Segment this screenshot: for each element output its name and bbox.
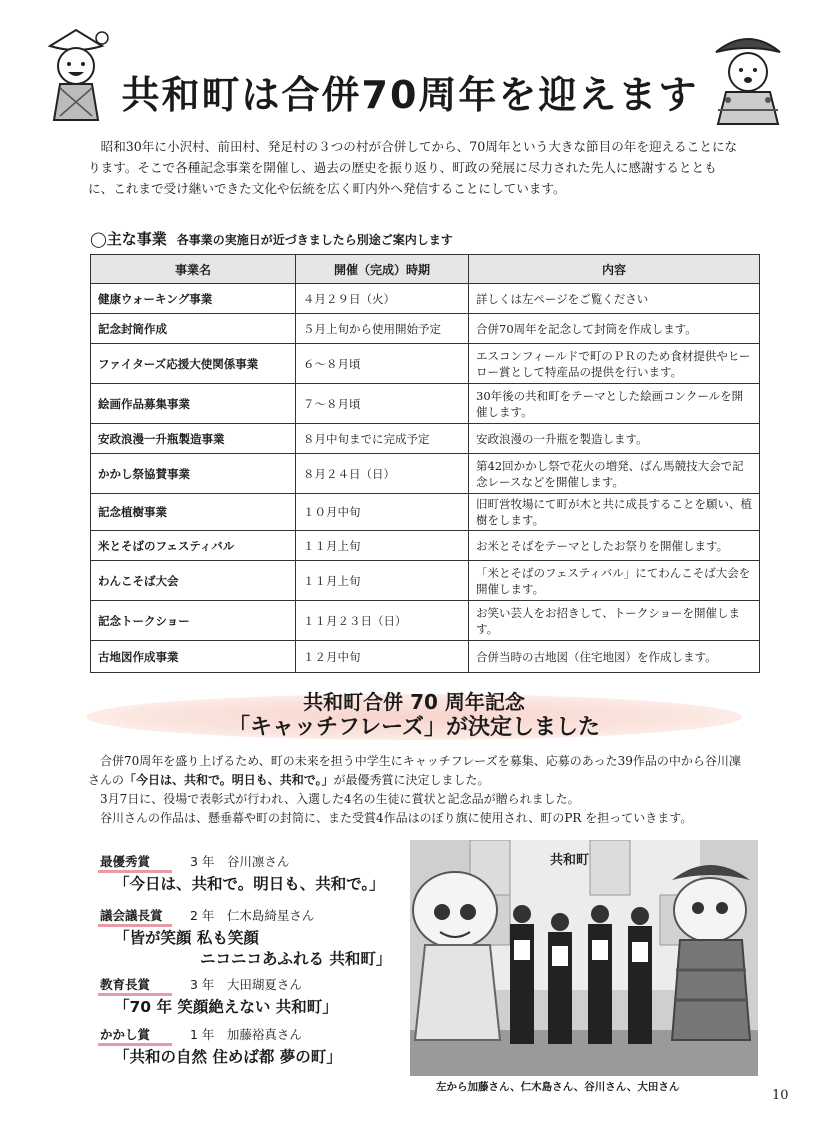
award-item xyxy=(100,975,410,1018)
award-student: 2 年 仁木島綺星さん xyxy=(190,908,315,923)
event-desc: エスコンフィールドで町のＰＲのため食材提供やヒーロー賞として特産品の提供を行います。 xyxy=(469,344,760,384)
event-name: かかし祭協賛事業 xyxy=(91,454,296,494)
event-name: わんこそば大会 xyxy=(91,561,296,601)
event-desc: 合併当時の古地図（住宅地図）を作成します。 xyxy=(469,641,760,673)
event-date: ８月２４日（日） xyxy=(296,454,469,494)
event-date: １１月上旬 xyxy=(296,561,469,601)
event-date: １１月上旬 xyxy=(296,531,469,561)
table-row xyxy=(91,424,760,454)
event-name: 古地図作成事業 xyxy=(91,641,296,673)
catchphrase-paragraph xyxy=(88,752,748,790)
table-row xyxy=(91,314,760,344)
winning-phrase: 「今日は、共和で。明日も、共和で。」 xyxy=(124,773,334,787)
award-name: 教育長賞 xyxy=(100,975,190,993)
event-date: ８月中旬までに完成予定 xyxy=(296,424,469,454)
award-entry: 「共和の自然 住めば都 夢の町」 xyxy=(114,1048,342,1066)
event-name: ファイターズ応援大使関係事業 xyxy=(91,344,296,384)
event-desc: 30年後の共和町をテーマとした絵画コンクールを開催します。 xyxy=(469,384,760,424)
event-desc: 第42回かかし祭で花火の増発、ばん馬競技大会で記念レースなどを開催します。 xyxy=(469,454,760,494)
intro-text: 昭和30年に小沢村、前田村、発足村の３つの村が合併してから、70周年という大きな節目の年を迎えることになります。そこで各種記念事業を開催し、過去の歴史を振り返り、町政の発展に尽力された先人に感謝するとともに、これまで受け継いできた文化や伝統を広く町内外へ発信することにしています。 xyxy=(88,139,738,196)
event-date: １０月中旬 xyxy=(296,494,469,531)
photo-sign: 共和町 xyxy=(550,853,590,868)
event-date: ７～８月頃 xyxy=(296,384,469,424)
award-item xyxy=(100,852,410,895)
table-row xyxy=(91,344,760,384)
events-note: 各事業の実施日が近づきましたら別途ご案内します xyxy=(176,233,453,247)
event-date: １１月２３日（日） xyxy=(296,601,469,641)
event-desc: 合併70周年を記念して封筒を作成します。 xyxy=(469,314,760,344)
award-item xyxy=(100,1025,410,1068)
event-desc: お米とそばをテーマとしたお祭りを開催します。 xyxy=(469,531,760,561)
page-number: 10 xyxy=(772,1088,789,1103)
event-desc: 安政浪漫の一升瓶を製造します。 xyxy=(469,424,760,454)
award-header xyxy=(100,852,410,870)
event-name: 米とそばのフェスティバル xyxy=(91,531,296,561)
column-header: 内容 xyxy=(469,255,760,284)
table-row xyxy=(91,641,760,673)
catchphrase-title-line2: 「キャッチフレーズ」が決定しました xyxy=(227,715,601,740)
events-section-heading xyxy=(90,228,453,249)
event-date: ４月２９日（火） xyxy=(296,284,469,314)
award-student: 1 年 加藤裕真さん xyxy=(190,1027,302,1042)
event-date: １２月中旬 xyxy=(296,641,469,673)
photo-illustration xyxy=(410,840,758,1076)
catchphrase-paragraph: 3月7日に、役場で表彰式が行われ、入選した4名の生徒に賞状と記念品が贈られました。 xyxy=(100,792,580,806)
event-name: 記念植樹事業 xyxy=(91,494,296,531)
event-name: 安政浪漫一升瓶製造事業 xyxy=(91,424,296,454)
award-entry: 「皆が笑顔 私も笑顔 xyxy=(114,929,259,947)
award-name: 議会議長賞 xyxy=(100,906,190,924)
award-item xyxy=(100,906,410,970)
award-name: 最優秀賞 xyxy=(100,852,190,870)
award-entry: ニコニコあふれる 共和町」 xyxy=(200,950,392,968)
award-header xyxy=(100,975,410,993)
table-row xyxy=(91,561,760,601)
award-student: 3 年 谷川凛さん xyxy=(190,854,290,869)
award-entry: 「70 年 笑顔絶えない 共和町」 xyxy=(114,998,338,1016)
event-desc: 詳しくは左ページをご覧ください xyxy=(469,284,760,314)
event-name: 記念トークショー xyxy=(91,601,296,641)
column-header: 開催（完成）時期 xyxy=(296,255,469,284)
event-date: ６～８月頃 xyxy=(296,344,469,384)
event-name: 記念封筒作成 xyxy=(91,314,296,344)
award-header xyxy=(100,1025,410,1043)
table-row xyxy=(91,531,760,561)
mascot-right-illustration xyxy=(708,30,788,130)
events-table xyxy=(90,254,760,673)
events-heading: ◯主な事業 xyxy=(90,230,167,248)
table-row xyxy=(91,284,760,314)
catchphrase-paragraph: 谷川さんの作品は、懸垂幕や町の封筒に、また受賞4作品はのぼり旗に使用され、町のPR を担っていきます。 xyxy=(100,811,693,825)
event-desc: 「米とそばのフェスティバル」にてわんこそば大会を開催します。 xyxy=(469,561,760,601)
table-header-row xyxy=(91,255,760,284)
table-row xyxy=(91,494,760,531)
column-header: 事業名 xyxy=(91,255,296,284)
award-entry: 「今日は、共和で。明日も、共和で。」 xyxy=(114,875,385,893)
photo-caption: 左から加藤さん、仁木島さん、谷川さん、大田さん xyxy=(436,1081,680,1093)
event-name: 健康ウォーキング事業 xyxy=(91,284,296,314)
event-desc: お笑い芸人をお招きして、トークショーを開催します。 xyxy=(469,601,760,641)
table-row xyxy=(91,454,760,494)
event-desc: 旧町営牧場にて町が木と共に成長することを願い、植樹をします。 xyxy=(469,494,760,531)
catchphrase-text: 合併70周年を盛り上げるため、町の未来を担う中学生にキャッチフレーズを募集、応募のあった39作品の中から谷川凜さんの xyxy=(88,754,741,787)
catchphrase-text: が最優秀賞に決定しました。 xyxy=(333,773,490,787)
table-row xyxy=(91,601,760,641)
award-student: 3 年 大田瑚夏さん xyxy=(190,977,302,992)
award-header xyxy=(100,906,410,924)
award-name: かかし賞 xyxy=(100,1025,190,1043)
event-name: 絵画作品募集事業 xyxy=(91,384,296,424)
catchphrase-body xyxy=(88,752,748,828)
mascot-left-illustration xyxy=(40,28,112,128)
catchphrase-title-line1: 共和町合併 70 周年記念 xyxy=(303,690,525,714)
event-date: ５月上旬から使用開始予定 xyxy=(296,314,469,344)
page-title: 共和町は合併70周年を迎えます xyxy=(121,73,699,117)
table-row xyxy=(91,384,760,424)
award-ceremony-photo xyxy=(410,840,758,1076)
intro-paragraph xyxy=(88,136,738,199)
